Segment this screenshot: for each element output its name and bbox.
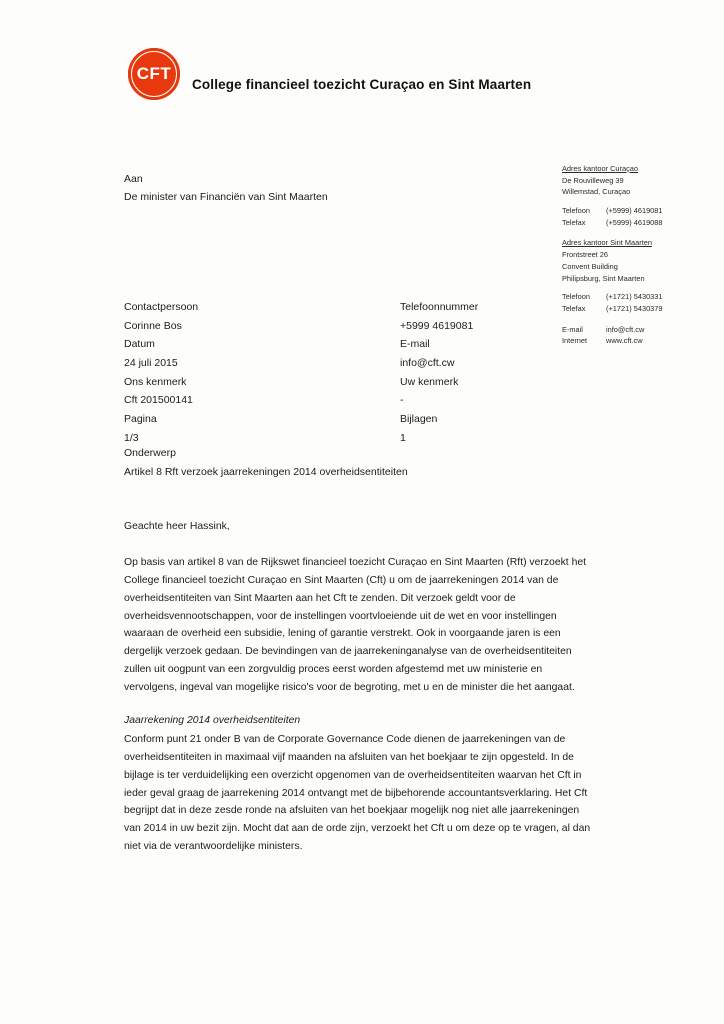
address-curacao-phone-value: (+5999) 4619081 xyxy=(606,206,663,216)
address-sint-maarten-phone xyxy=(562,291,722,303)
subject-value: Artikel 8 Rft verzoek jaarrekeningen 2014 overheidsentiteiten xyxy=(124,465,408,478)
cft-roundel-logo-icon xyxy=(128,48,180,100)
meta-label-pagina: Pagina xyxy=(124,413,157,426)
meta-label-ons-kenmerk: Ons kenmerk xyxy=(124,375,187,388)
address-email-value: info@cft.cw xyxy=(606,324,645,334)
address-sint-maarten-line-2: Convent Building xyxy=(562,261,618,271)
meta-label-email: E-mail xyxy=(400,338,430,351)
address-curacao-line-1: De Rouvilleweg 39 xyxy=(562,175,624,185)
letter-meta-right-column xyxy=(400,298,564,448)
address-sint-maarten-title: Adres kantoor Sint Maarten xyxy=(562,238,652,248)
address-curacao-phone-label: Telefoon xyxy=(562,206,590,216)
meta-value-datum: 24 juli 2015 xyxy=(124,357,178,370)
meta-value-contactpersoon: Corinne Bos xyxy=(124,319,182,332)
address-curacao-fax-label: Telefax xyxy=(562,217,586,227)
recipient-block xyxy=(124,170,328,207)
letter-meta-left-column xyxy=(124,298,400,448)
letter-meta xyxy=(124,298,564,448)
address-curacao-phone xyxy=(562,205,722,217)
letterhead xyxy=(128,48,531,100)
meta-value-email: info@cft.cw xyxy=(400,357,455,370)
address-internet-label: Internet xyxy=(562,336,588,346)
meta-label-contactpersoon: Contactpersoon xyxy=(124,301,199,313)
address-sint-maarten-fax xyxy=(562,303,722,315)
meta-label-uw-kenmerk: Uw kenmerk xyxy=(400,375,459,388)
address-internet xyxy=(562,335,722,347)
address-curacao-fax xyxy=(562,217,722,229)
meta-label-telefoonnummer: Telefoonnummer xyxy=(400,301,479,313)
salutation: Geachte heer Hassink, xyxy=(124,521,230,532)
organization-name: College financieel toezicht Curaçao en Sint Maarten xyxy=(192,76,532,92)
address-sint-maarten-phone-label: Telefoon xyxy=(562,292,590,302)
address-sint-maarten-line-1: Frontstreet 26 xyxy=(562,250,609,260)
address-sint-maarten xyxy=(562,237,722,314)
meta-value-ons-kenmerk: Cft 201500141 xyxy=(124,394,193,407)
address-sint-maarten-fax-value: (+1721) 5430379 xyxy=(606,303,663,313)
address-curacao-fax-value: (+5999) 4619088 xyxy=(606,217,663,227)
address-email-label: E-mail xyxy=(562,324,583,334)
subject-label: Onderwerp xyxy=(124,447,176,459)
address-curacao xyxy=(562,163,722,228)
address-sint-maarten-phone-value: (+1721) 5430331 xyxy=(606,292,663,302)
subject-block xyxy=(124,444,408,481)
address-curacao-line-2: Willemstad, Curaçao xyxy=(562,187,631,197)
address-curacao-title: Adres kantoor Curaçao xyxy=(562,164,638,173)
address-sint-maarten-fax-label: Telefax xyxy=(562,303,586,313)
body-paragraph-1: Op basis van artikel 8 van de Rijkswet financieel toezicht Curaçao en Sint Maarten (Rft) verzoekt het College financieel toezicht Curaçao en Sint Maarten (Cft) u om de jaarrekeningen 2014 van de overheidsentiteiten van Sint Maarten aan het Cft te zenden. Dit verzoek geldt voor de overheidsvennootschappen, voor de instellingen voortvloeiende uit de wet en voor instellingen waaraan de overheid een subsidie, lening of garantie verstrekt. Ook in voorgaande jaren is een dergelijk verzoek gedaan. De bevindingen van de jaarrekeninganalyse van de overheidsentiteiten zullen uit oogpunt van een zorgvuldig proces eerst worden afgestemd met uw ministerie en vervolgens, ingeval van mogelijke risico's voor de begroting, met u en de minister die het aangaat. xyxy=(124,556,587,694)
letter-body xyxy=(124,518,594,856)
body-paragraph-2: Conform punt 21 onder B van de Corporate Governance Code dienen de jaarrekeningen van de overheidsentiteiten in maximaal vijf maanden na afsluiten van het boekjaar te zijn opgesteld. In de bijlage is ter verduidelijking een overzicht opgenomen van de overheidsentiteiten waarvan het Cft in ieder geval graag de jaarrekening 2014 ontvangt met de bijbehorende accountantsverklaring. Het Cft begrijpt dat in deze zesde ronde na afsluiten van het boekjaar mogelijk nog niet alle jaarrekeningen van 2014 in uw bezit zijn. Mocht dat aan de orde zijn, verzoekt het Cft u om deze op te vragen, al dan niet via de verantwoordelijke ministers. xyxy=(124,733,591,853)
recipient-attn-label: Aan xyxy=(124,173,143,185)
address-email xyxy=(562,324,722,336)
address-block xyxy=(562,163,722,356)
meta-label-datum: Datum xyxy=(124,338,155,351)
meta-value-pagina: 1/3 xyxy=(124,431,139,444)
logo-text: CFT xyxy=(136,64,172,83)
section-heading: Jaarrekening 2014 overheidsentiteiten xyxy=(124,715,301,727)
meta-value-telefoonnummer: +5999 4619081 xyxy=(400,319,474,332)
address-internet-value: www.cft.cw xyxy=(606,336,643,346)
address-web-contacts xyxy=(562,324,722,347)
address-sint-maarten-line-3: Philipsburg, Sint Maarten xyxy=(562,273,645,283)
meta-value-uw-kenmerk: - xyxy=(400,394,404,407)
recipient-name: De minister van Financiën van Sint Maarten xyxy=(124,191,328,204)
meta-label-bijlagen: Bijlagen xyxy=(400,413,438,426)
meta-value-bijlagen: 1 xyxy=(400,431,406,444)
